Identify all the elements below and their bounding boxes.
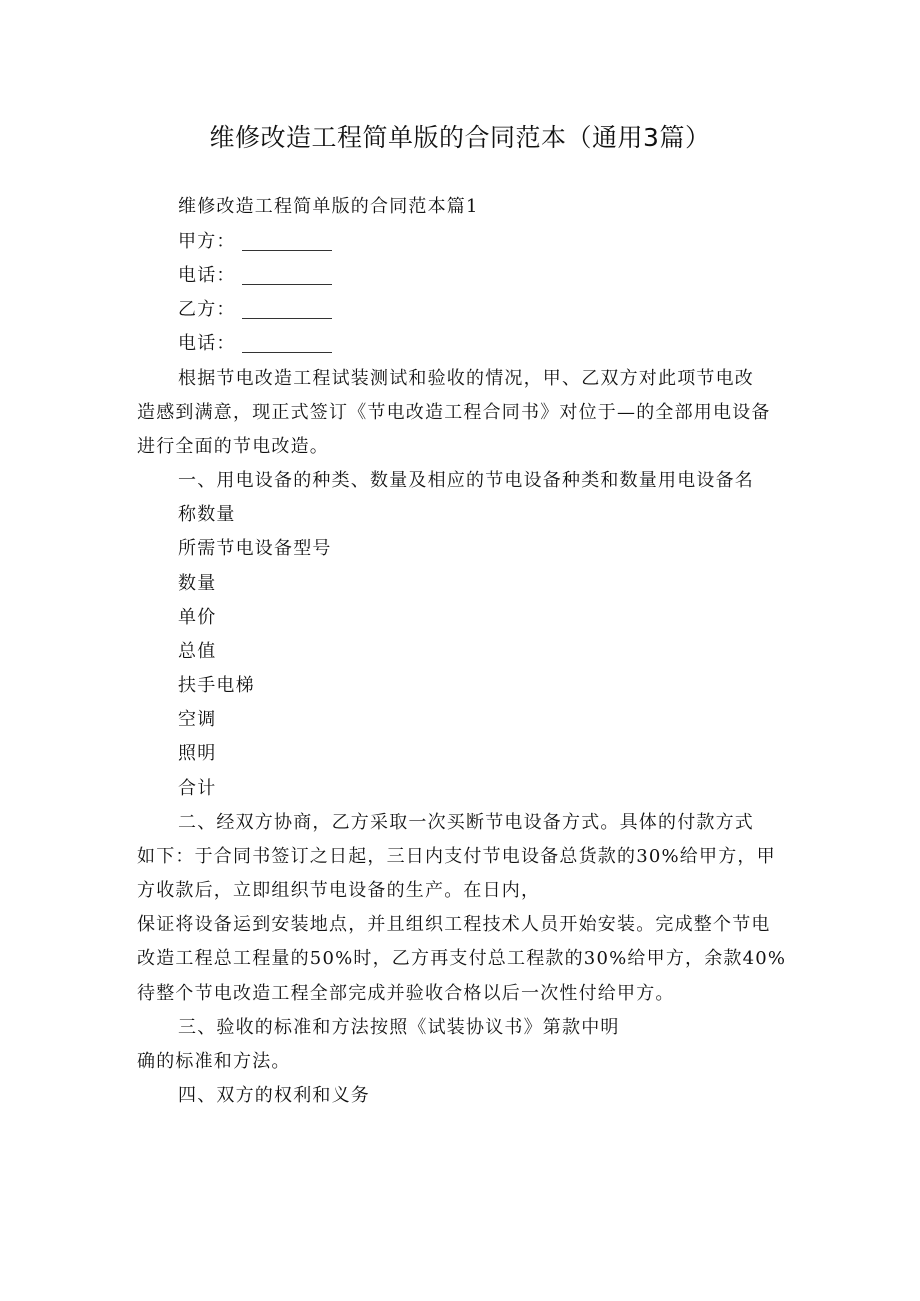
party-b-blank (242, 298, 332, 319)
paragraph-line: 根据节电改造工程试装测试和验收的情况，甲、乙双方对此项节电改 (178, 368, 754, 389)
clause-2-line: 待整个节电改造工程全部完成并验收合格以后一次性付给甲方。 (137, 983, 675, 1004)
party-a-phone-field (178, 259, 332, 293)
table-label: 数量 (178, 573, 217, 594)
clause-3-line: 三、验收的标准和方法按照《试装协议书》第款中明 (178, 1017, 620, 1038)
table-label: 合计 (178, 778, 217, 799)
party-a-label: 甲方： (178, 231, 236, 252)
clause-2-line: 保证将设备运到安装地点，并且组织工程技术人员开始安装。完成整个节电 (137, 914, 771, 935)
paragraph-line: 造感到满意，现正式签订《节电改造工程合同书》对位于—的全部用电设备 (137, 402, 771, 423)
clause-2-line: 方收款后，立即组织节电设备的生产。在日内， (137, 880, 541, 901)
party-a-phone-blank (242, 264, 332, 285)
clause-2-line: 改造工程总工程量的50%时，乙方再支付总工程款的30%给甲方，余款40% (137, 948, 787, 969)
party-b-phone-label: 电话： (178, 333, 236, 354)
table-label: 总值 (178, 641, 217, 662)
clause-2-line: 二、经双方协商，乙方采取一次买断节电设备方式。具体的付款方式 (178, 812, 754, 833)
party-b-field (178, 293, 332, 327)
clause-1-line: 称数量 (178, 504, 236, 525)
table-label: 所需节电设备型号 (178, 538, 332, 559)
party-b-label: 乙方： (178, 299, 236, 320)
clause-3-line: 确的标准和方法。 (137, 1051, 291, 1072)
party-a-field (178, 225, 332, 259)
clause-1-line: 一、用电设备的种类、数量及相应的节电设备种类和数量用电设备名 (178, 470, 754, 491)
table-label: 单价 (178, 607, 217, 628)
clause-2-line: 如下：于合同书签订之日起，三日内支付节电设备总货款的30%给甲方，甲 (137, 846, 776, 867)
party-a-phone-label: 电话： (178, 265, 236, 286)
section-heading: 维修改造工程简单版的合同范本篇1 (178, 196, 479, 217)
party-b-phone-field (178, 327, 332, 361)
table-label: 空调 (178, 709, 217, 730)
table-label: 照明 (178, 743, 217, 764)
party-b-phone-blank (242, 332, 332, 353)
paragraph-line: 进行全面的节电改造。 (137, 436, 329, 457)
table-label: 扶手电梯 (178, 675, 255, 696)
party-a-blank (242, 230, 332, 251)
clause-4-heading: 四、双方的权利和义务 (178, 1085, 370, 1106)
document-title: 维修改造工程简单版的合同范本（通用3篇） (209, 123, 711, 152)
